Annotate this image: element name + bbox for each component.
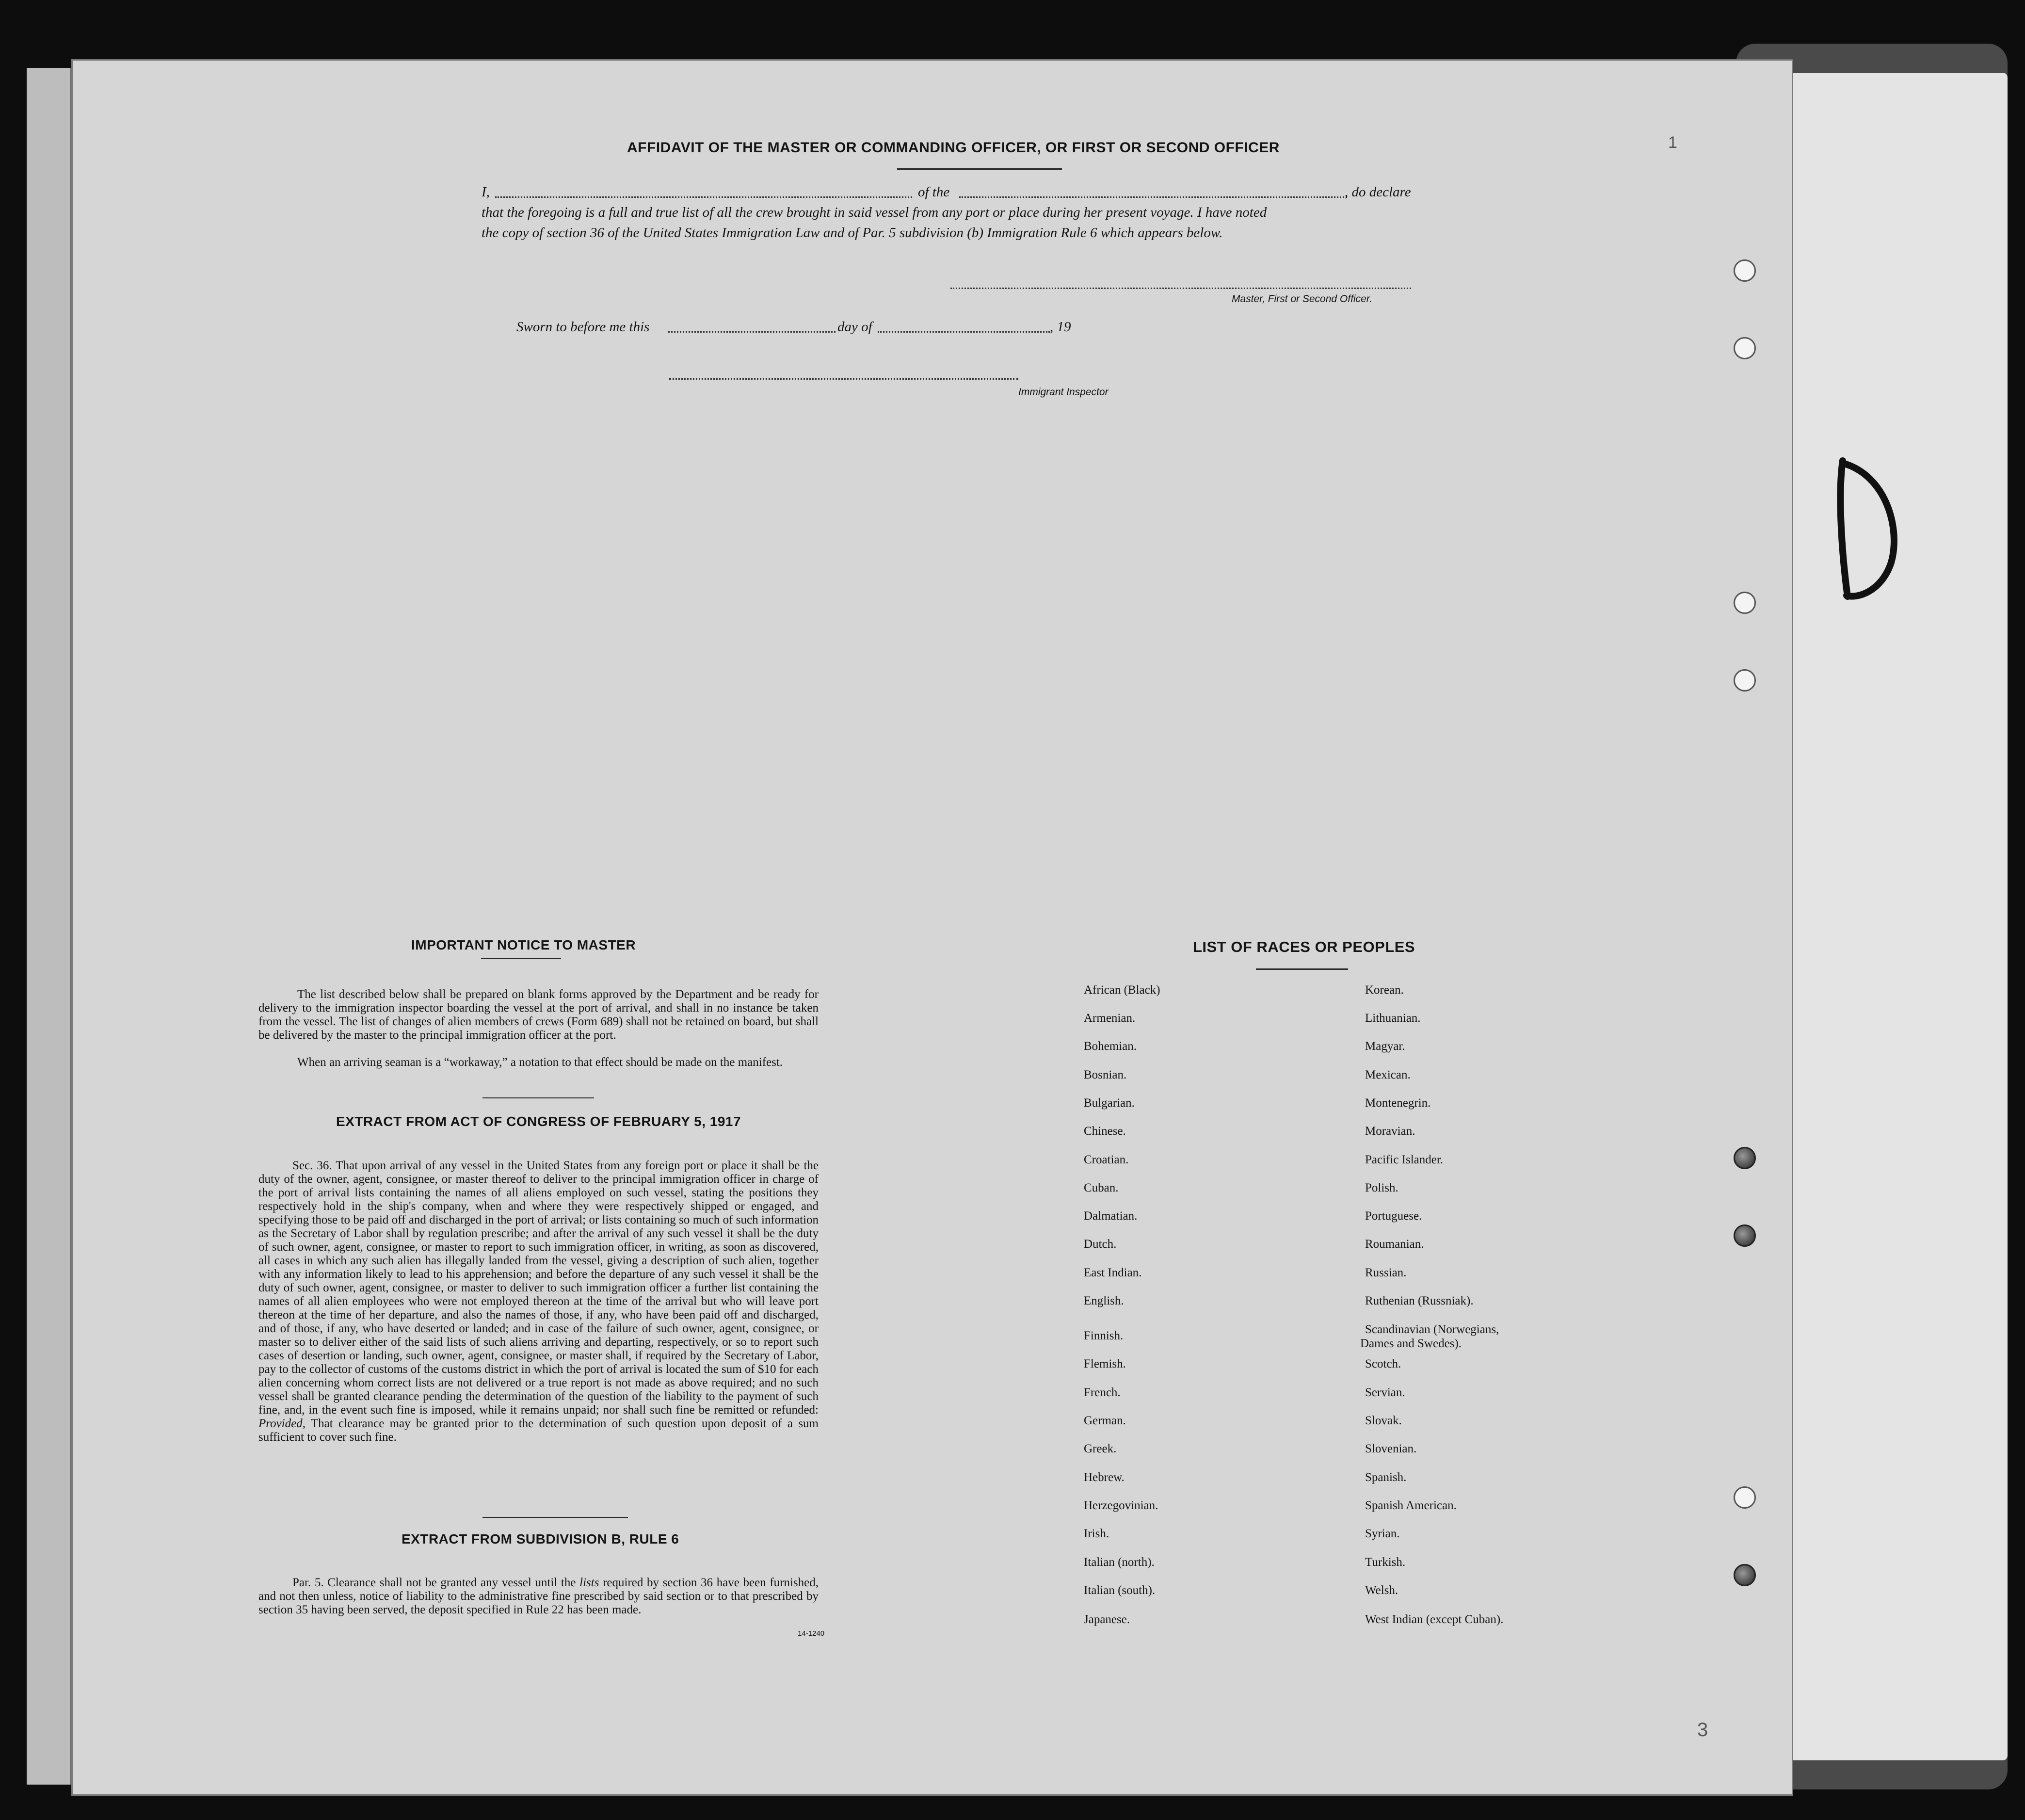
- race-entry-left: Finnish.: [1084, 1329, 1124, 1342]
- race-entry-left: African (Black): [1084, 983, 1160, 997]
- race-entry-right: Spanish.: [1365, 1471, 1407, 1484]
- race-entry-right: Montenegrin.: [1365, 1096, 1431, 1110]
- race-entry-left: Croatian.: [1084, 1153, 1129, 1166]
- race-entry-left: German.: [1084, 1414, 1126, 1427]
- do-declare-label: , do declare: [1345, 184, 1411, 200]
- race-entry-left: Armenian.: [1084, 1012, 1136, 1025]
- sworn-day-blank[interactable]: [668, 331, 836, 333]
- binder-hole: [1734, 1147, 1756, 1169]
- race-entry-left: Japanese.: [1084, 1613, 1130, 1626]
- rule-body-b: required by section 36 have been furnished, and not then unless, notice of liability to the administrative fine prescribed by said section or to that prescribed by section 35 having been served, the deposit specified in Rule 22 has been made.: [258, 1576, 819, 1616]
- sworn-label: Sworn to before me this: [516, 319, 650, 335]
- master-signature-line[interactable]: [950, 288, 1411, 289]
- race-entry-left: Flemish.: [1084, 1357, 1126, 1370]
- race-entry-right: Servian.: [1365, 1386, 1405, 1399]
- race-entry-right: Scotch.: [1365, 1357, 1401, 1370]
- binder-hole: [1734, 259, 1756, 282]
- title-divider: [897, 168, 1062, 170]
- race-entry-left: Italian (north).: [1084, 1556, 1155, 1569]
- master-signature-label: Master, First or Second Officer.: [1232, 293, 1372, 305]
- race-entry-right: Welsh.: [1365, 1584, 1398, 1597]
- race-entry-left: Bulgarian.: [1084, 1096, 1135, 1110]
- act-section-36-text: [258, 1159, 819, 1444]
- race-entry-left: Herzegovinian.: [1084, 1499, 1158, 1512]
- section-body: That upon arrival of any vessel in the United States from any foreign port or place it shall be the duty of the owner, agent, consignee, or master thereof to deliver to the principal immigration officer in charge of the port of arrival lists containing the names of all aliens employed on such vessel, stating the positions they respectively hold in the ship's company, when and where they were respectively shipped or engaged, and specifying those to be paid off and discharged in the port of arrival; or lists containing so much of such information as the Secretary of Labor shall by regulation prescribe; and after the arrival of any such vessel it shall be the duty of such owner, agent, consignee, or master to report to such immigration officer, in writing, as soon as discovered, all cases in which any such alien has illegally landed from the vessel, giving a description of such alien, together with any information likely to lead to his apprehension; and before the departure of any such vessel it shall be the duty of such owner, agent, consignee, or master to deliver to such immigration officer a further list containing the names of all alien employees who were not employed thereon at the time of the arrival but who will leave port thereon at the time of her departure, and also the names of those, if any, who have been paid off and discharged, and of those, if any, who have deserted or landed; and in case of the failure of such owner, agent, consignee, or master so to deliver either of the said lists of such aliens arriving and departing, respectively, or so to report such cases of desertion or landing, such owner, agent, consignee, or master shall, if required by the Secretary of Labor, pay to the collector of customs of the customs district in which the port of arrival is located the sum of $10 for each alien concerning whom correct lists are not delivered or a true report is not made as above required; and no such vessel shall be granted clearance pending the determination of the question of the liability to the payment of such fine, and, in the event such fine is imposed, while it remains unpaid; nor shall such fine be remitted or refunded:: [258, 1159, 819, 1417]
- binder-hole: [1734, 1224, 1756, 1247]
- race-entry-right: Magyar.: [1365, 1040, 1405, 1053]
- left-binding-strip: [27, 68, 72, 1785]
- race-entry-right: West Indian (except Cuban).: [1365, 1613, 1504, 1626]
- section-label: Sec. 36.: [292, 1159, 332, 1172]
- declaration-line-2: that the foregoing is a full and true list of all the crew brought in said vessel from any port or place during her present voyage. I have noted: [482, 205, 1267, 220]
- race-entry-right: Turkish.: [1365, 1556, 1406, 1569]
- notice-paragraph-1: The list described below shall be prepared on blank forms approved by the Department and be ready for delivery to the immigration inspector boarding the vessel at the port of arrival, and shall in no instance be taken from the vessel. The list of changes of alien members of crews (Form 689) shall not be retained on board, but shall be delivered by the master to the principal immigration officer at the port.: [258, 988, 819, 1042]
- handwritten-d-mark: [1833, 456, 1901, 601]
- race-entry-left: Bohemian.: [1084, 1040, 1137, 1053]
- of-the-label: of the: [918, 184, 950, 200]
- race-entry-right: Portuguese.: [1365, 1209, 1422, 1223]
- race-entry-left: Greek.: [1084, 1442, 1117, 1455]
- races-title: LIST OF RACES OR PEOPLES: [1193, 938, 1415, 955]
- notice-divider: [481, 958, 561, 959]
- race-entry-right: Russian.: [1365, 1266, 1407, 1279]
- race-entry-left: Dutch.: [1084, 1238, 1117, 1251]
- vessel-blank[interactable]: [959, 196, 1347, 198]
- race-entry-right: Pacific Islander.: [1365, 1153, 1444, 1166]
- sworn-line: [516, 317, 1195, 338]
- act-extract-title: EXTRACT FROM ACT OF CONGRESS OF FEBRUARY 5, 1917: [336, 1114, 741, 1129]
- race-entry-left: French.: [1084, 1386, 1121, 1399]
- races-divider: [1256, 968, 1348, 970]
- race-entry-right: Lithuanian.: [1365, 1012, 1421, 1025]
- name-blank[interactable]: [495, 196, 912, 198]
- race-entry-right: Ruthenian (Russniak).: [1365, 1294, 1474, 1307]
- race-entry-left: Cuban.: [1084, 1181, 1119, 1194]
- race-entry-left: Chinese.: [1084, 1125, 1126, 1138]
- section-divider: [482, 1097, 594, 1098]
- affidavit-title: AFFIDAVIT OF THE MASTER OR COMMANDING OFFICER, OR FIRST OR SECOND OFFICER: [627, 140, 1280, 156]
- notice-paragraph-2: When an arriving seaman is a “workaway,” a notation to that effect should be made on the manifest.: [297, 1056, 783, 1069]
- day-of-label: day of: [837, 319, 872, 335]
- race-entry-left: East Indian.: [1084, 1266, 1142, 1279]
- section-tail: That clearance may be granted prior to the determination of such question upon deposit of a sum sufficient to cover such fine.: [258, 1417, 819, 1444]
- binder-hole: [1734, 592, 1756, 614]
- race-entry-left: Hebrew.: [1084, 1471, 1125, 1484]
- race-entry-right: Korean.: [1365, 983, 1404, 997]
- race-entry-left: Irish.: [1084, 1527, 1109, 1540]
- affidavit-declaration: [482, 182, 1422, 243]
- form-number: 14-1240: [798, 1629, 825, 1638]
- i-label: I,: [482, 184, 490, 200]
- sworn-month-blank[interactable]: [878, 331, 1050, 333]
- binder-hole: [1734, 669, 1756, 692]
- race-entry-right: Slovenian.: [1365, 1442, 1417, 1455]
- race-entry-right: Moravian.: [1365, 1125, 1415, 1138]
- manifest-back-sheet: [73, 61, 1792, 1794]
- race-entry-left: Italian (south).: [1084, 1584, 1156, 1597]
- race-entry-left: Dalmatian.: [1084, 1209, 1138, 1223]
- race-entry-left: English.: [1084, 1294, 1124, 1307]
- binder-hole: [1734, 1486, 1756, 1509]
- race-entry-left: Bosnian.: [1084, 1068, 1127, 1081]
- race-entry-right: Mexican.: [1365, 1068, 1411, 1081]
- rule-body-a: Par. 5. Clearance shall not be granted any vessel until the: [292, 1576, 576, 1589]
- race-entry-right: Dames and Swedes).: [1360, 1337, 1462, 1350]
- race-entry-right: Spanish American.: [1365, 1499, 1457, 1512]
- binder-hole: [1734, 337, 1756, 359]
- race-entry-right: Slovak.: [1365, 1414, 1402, 1427]
- lists-word: lists: [579, 1576, 599, 1589]
- race-entry-right: Polish.: [1365, 1181, 1398, 1194]
- inspector-label: Immigrant Inspector: [1018, 387, 1109, 398]
- year-label: , 19: [1050, 319, 1071, 335]
- race-entry-right: Syrian.: [1365, 1527, 1400, 1540]
- rule-paragraph: [258, 1576, 819, 1617]
- declaration-line-3: the copy of section 36 of the United States Immigration Law and of Par. 5 subdivision (b) Immigration Rule 6 which appears below.: [482, 225, 1223, 241]
- rule-extract-title: EXTRACT FROM SUBDIVISION B, RULE 6: [402, 1531, 679, 1546]
- notice-title: IMPORTANT NOTICE TO MASTER: [411, 937, 636, 952]
- section-divider: [482, 1517, 628, 1518]
- race-entry-right: Roumanian.: [1365, 1238, 1424, 1251]
- page-number: 1: [1668, 133, 1677, 152]
- inspector-signature-line[interactable]: [669, 378, 1018, 380]
- corner-mark: 3: [1697, 1719, 1708, 1740]
- race-entry-right: Scandinavian (Norwegians,: [1365, 1323, 1499, 1336]
- binder-hole: [1734, 1564, 1756, 1586]
- provided-label: Provided,: [258, 1417, 305, 1430]
